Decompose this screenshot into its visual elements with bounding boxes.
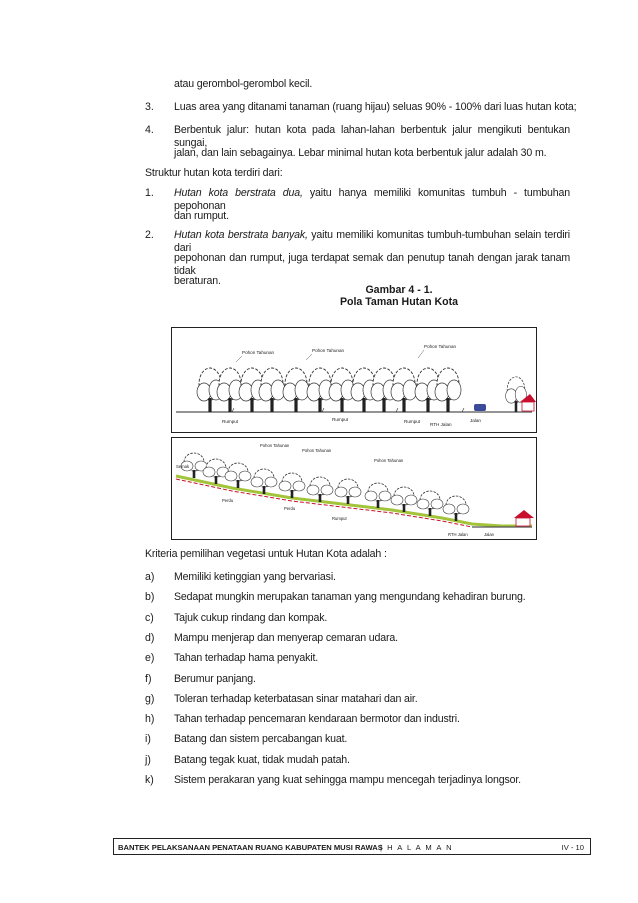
list-item-text: Luas area yang ditanami tanaman (ruang hijau) seluas 90% - 100% dari luas hutan kota; (174, 101, 577, 113)
term-desc: yaitu hanya memiliki komunitas tumbuh - tumbuhan pepohonan (174, 187, 570, 212)
list-number: 1. (145, 187, 154, 199)
label-perdu: Perdu (284, 506, 296, 511)
criteria-label: c) (145, 612, 154, 624)
continuation-line: atau gerombol-gerombol kecil. (174, 78, 313, 90)
label-jalan: Jalan (484, 532, 495, 537)
figure-top-panel (171, 327, 537, 433)
section-heading: Struktur hutan kota terdiri dari: (145, 167, 283, 179)
criteria-label: j) (145, 754, 151, 766)
list-number: 2. (145, 229, 154, 241)
figure-number: Gambar 4 - 1. (365, 284, 433, 296)
label-pohon-tahunan: Pohon Tahunan (424, 344, 457, 349)
criteria-label: a) (145, 571, 155, 583)
label-rth-jalan: RTH Jalan (448, 532, 468, 537)
footer-halaman: | H A L A M A N (380, 843, 454, 852)
list-item-text (174, 187, 570, 213)
list-item-text: dan rumput. (174, 210, 229, 222)
criteria-label: i) (145, 733, 151, 745)
list-item-text: Berbentuk jalur: hutan kota pada lahan-lahan berbentuk jalur mengikuti bentukan sungai, (174, 124, 570, 149)
criteria-text: Memiliki ketinggian yang bervariasi. (174, 571, 336, 583)
criteria-label: f) (145, 673, 152, 685)
figure-bottom-panel (171, 437, 537, 540)
criteria-text: Tajuk cukup rindang dan kompak. (174, 612, 328, 624)
criteria-text: Batang dan sistem percabangan kuat. (174, 733, 348, 745)
term: Hutan kota berstrata dua, (174, 187, 303, 199)
criteria-label: e) (145, 652, 155, 664)
label-pohon-tahunan: Pohon Tahunan (312, 348, 345, 353)
label-rumput: Rumput (404, 419, 421, 424)
section-heading: Kriteria pemilihan vegetasi untuk Hutan Kota adalah : (145, 548, 387, 560)
label-rumput: Rumput (332, 417, 349, 422)
label-pohon-tahunan: Pohon Tahunan (302, 448, 332, 453)
list-item-text: pepohonan dan rumput, juga terdapat semak dan penutup tanah dengan jarak tanam tidak (174, 252, 570, 277)
term: Hutan kota berstrata banyak, (174, 229, 308, 241)
criteria-text: Toleran terhadap keterbatasan sinar matahari dan air. (174, 693, 418, 705)
criteria-text: Berumur panjang. (174, 673, 256, 685)
criteria-label: k) (145, 774, 154, 786)
house-icon (514, 510, 534, 526)
criteria-label: h) (145, 713, 155, 725)
criteria-text: Batang tegak kuat, tidak mudah patah. (174, 754, 350, 766)
criteria-label: d) (145, 632, 155, 644)
label-rumput: Rumput (222, 419, 239, 424)
page-footer (113, 838, 591, 855)
list-item-text: beraturan. (174, 275, 221, 287)
criteria-label: b) (145, 591, 155, 603)
label-pohon-tahunan: Pohon Tahunan (260, 443, 290, 448)
list-number: 4. (145, 124, 154, 136)
label-rth-jalan: RTH Jalan (430, 422, 452, 427)
criteria-text: Sedapat mungkin merupakan tanaman yang mengundang kehadiran burung. (174, 591, 526, 603)
figure-title: Pola Taman Hutan Kota (339, 296, 459, 308)
label-perdu: Perdu (222, 498, 234, 503)
term-desc: yaitu memiliki komunitas tumbuh-tumbuhan selain terdiri dari (174, 229, 570, 254)
label-pohon-tahunan: Pohon Tahunan (374, 458, 404, 463)
list-item-text: jalan, dan lain sebagainya. Lebar minimal hutan kota berbentuk jalur adalah 30 m. (174, 147, 547, 159)
list-number: 3. (145, 101, 154, 113)
label-jalan: Jalan (470, 418, 481, 423)
label-semak: Semak (176, 464, 190, 469)
criteria-text: Sistem perakaran yang kuat sehingga mampu mencegah terjadinya longsor. (174, 774, 521, 786)
label-rumput: Rumput (332, 516, 347, 521)
footer-page-number: IV - 10 (561, 843, 584, 852)
car-icon (474, 404, 486, 411)
label-pohon-tahunan: Pohon Tahunan (242, 350, 275, 355)
criteria-text: Tahan terhadap pencemaran kendaraan bermotor dan industri. (174, 713, 460, 725)
criteria-text: Tahan terhadap hama penyakit. (174, 652, 319, 664)
footer-title: BANTEK PELAKSANAAN PENATAAN RUANG KABUPATEN MUSI RAWAS (118, 843, 383, 852)
criteria-text: Mampu menjerap dan menyerap cemaran udara. (174, 632, 398, 644)
criteria-label: g) (145, 693, 155, 705)
tree-row (197, 368, 461, 412)
